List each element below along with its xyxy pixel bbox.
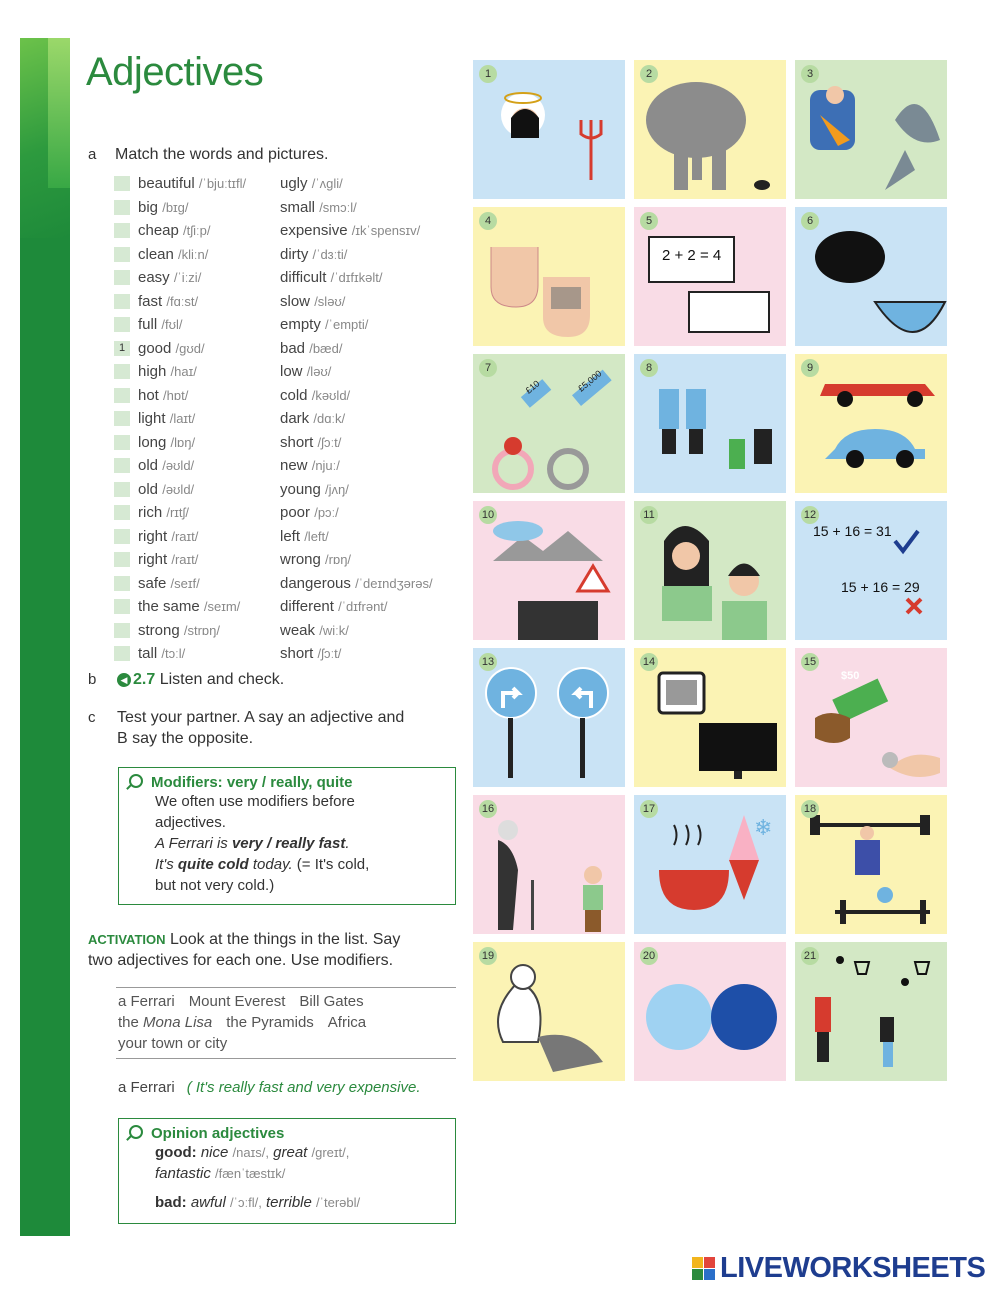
tile-illustration	[795, 648, 947, 787]
word-pair-row	[112, 360, 452, 384]
picture-tile-10	[473, 501, 625, 640]
word-pair-row	[112, 501, 452, 525]
word-pair-row	[112, 478, 452, 502]
opposite-adjective: empty /ˈempti/	[280, 316, 369, 333]
picture-tile-20	[634, 942, 786, 1081]
tile-number: 8	[640, 359, 658, 377]
tile-number: 18	[801, 800, 819, 818]
opposite-adjective: new /njuː/	[280, 457, 340, 474]
modifiers-line2: adjectives.	[155, 814, 226, 831]
tile-illustration	[473, 60, 625, 199]
word-pair-row	[112, 384, 452, 408]
tile-illustration	[634, 207, 786, 346]
picture-tile-9	[795, 354, 947, 493]
tile-number: 19	[479, 947, 497, 965]
picture-tile-1	[473, 60, 625, 199]
picture-tile-17	[634, 795, 786, 934]
picture-tile-16	[473, 795, 625, 934]
tile-number: 1	[479, 65, 497, 83]
thing-item: a Ferrari	[118, 993, 175, 1010]
adjective: old /əʊld/	[138, 480, 195, 498]
modifiers-example1: A Ferrari is very / really fast.	[155, 835, 350, 852]
opposite-adjective: expensive /ɪkˈspensɪv/	[280, 222, 421, 239]
opposite-adjective: ugly /ˈʌgli/	[280, 175, 343, 192]
adjective: strong /strɒŋ/	[138, 621, 220, 639]
tile-illustration	[473, 648, 625, 787]
picture-tile-21	[795, 942, 947, 1081]
tile-number: 10	[479, 506, 497, 524]
answer-box[interactable]	[114, 505, 130, 520]
adjective: tall /tɔːl/	[138, 645, 186, 662]
word-pair-row	[112, 243, 452, 267]
answer-box[interactable]: 1	[114, 341, 130, 356]
things-row3: your town or city	[118, 1035, 228, 1052]
picture-tile-19	[473, 942, 625, 1081]
word-pair-row	[112, 196, 452, 220]
tile-number: 17	[640, 800, 658, 818]
adjective: old /əʊld/	[138, 457, 195, 474]
answer-box[interactable]	[114, 529, 130, 544]
section-a-instruction: Match the words and pictures.	[115, 146, 329, 163]
adjective: long /lɒŋ/	[138, 433, 196, 451]
leaf-decoration-light	[48, 38, 70, 188]
opposite-adjective: weak /wiːk/	[280, 621, 349, 639]
tile-illustration	[634, 795, 786, 934]
adjective: easy /ˈiːzi/	[138, 269, 202, 286]
answer-box[interactable]	[114, 223, 130, 238]
answer-box[interactable]	[114, 247, 130, 262]
section-c-text	[117, 707, 404, 749]
opposite-adjective: low /ləʊ/	[280, 363, 332, 380]
answer-box[interactable]	[114, 576, 130, 591]
adjective: good /gʊd/	[138, 339, 205, 357]
picture-tile-14	[634, 648, 786, 787]
section-b-text: Listen and check.	[159, 671, 285, 688]
activation-label: ACTIVATION	[88, 932, 166, 947]
opposite-adjective: difficult /ˈdɪfɪkəlt/	[280, 269, 383, 286]
example-item: a Ferrari	[118, 1079, 175, 1096]
opposite-adjective: young /jʌŋ/	[280, 480, 349, 498]
tile-number: 15	[801, 653, 819, 671]
track-number: 2.7	[133, 671, 156, 688]
word-pair-row	[112, 266, 452, 290]
opposite-adjective: left /left/	[280, 527, 329, 545]
tile-number: 14	[640, 653, 658, 671]
picture-tile-2	[634, 60, 786, 199]
answer-box[interactable]	[114, 482, 130, 497]
word-pair-row	[112, 219, 452, 243]
word-pair-row	[112, 454, 452, 478]
modifiers-line1: We often use modifiers before	[155, 793, 355, 810]
opposite-adjective: dirty /ˈdɜːti/	[280, 245, 348, 263]
magnifier-icon	[129, 1125, 143, 1139]
modifiers-example2: It's quite cold today. (= It's cold,	[155, 856, 370, 873]
equation-text: 2 + 2 = 4	[662, 247, 722, 264]
tile-illustration	[473, 795, 625, 934]
opposite-adjective: different /ˈdɪfrənt/	[280, 598, 388, 615]
tile-number: 2	[640, 65, 658, 83]
opposite-adjective: poor /pɔː/	[280, 504, 339, 521]
things-row2: the Mona Lisa the Pyramids Africa	[118, 1014, 367, 1031]
answer-box[interactable]	[114, 200, 130, 215]
opposite-adjective: bad /bæd/	[280, 339, 343, 357]
tile-illustration	[634, 60, 786, 199]
answer-box[interactable]	[114, 388, 130, 403]
answer-box[interactable]	[114, 599, 130, 614]
answer-box[interactable]	[114, 176, 130, 191]
example-answer: ( It's really fast and very expensive.	[186, 1079, 421, 1096]
picture-tile-6	[795, 207, 947, 346]
brand-wordmark: LIVEWORKSHEETS	[720, 1252, 986, 1284]
adjective: fast /fɑːst/	[138, 292, 199, 310]
section-c-line2: B say the opposite.	[117, 730, 254, 747]
magnifier-icon	[129, 774, 143, 788]
picture-tile-11	[634, 501, 786, 640]
adjective: cheap /tʃiːp/	[138, 222, 211, 239]
word-pair-row	[112, 290, 452, 314]
word-pair-row	[112, 642, 452, 666]
tile-number: 6	[801, 212, 819, 230]
picture-grid	[473, 60, 948, 1080]
equation-correct: 15 + 16 = 31	[813, 523, 892, 539]
opposite-adjective: dark /dɑːk/	[280, 410, 346, 427]
tile-illustration	[473, 501, 625, 640]
opinion-bad-line: bad: awful /ˈɔːfl/, terrible /ˈterəbl/	[155, 1194, 361, 1211]
answer-box[interactable]	[114, 435, 130, 450]
word-pair-row	[112, 172, 452, 196]
price-tag-expensive: £5,000	[576, 368, 604, 394]
tile-number: 20	[640, 947, 658, 965]
page-title: Adjectives	[86, 50, 264, 94]
adjective: beautiful /ˈbjuːtɪfl/	[138, 175, 247, 192]
tile-number: 3	[801, 65, 819, 83]
adjective: hot /hɒt/	[138, 386, 189, 404]
thing-item: Bill Gates	[299, 993, 364, 1010]
picture-tile-5	[634, 207, 786, 346]
word-pair-row	[112, 548, 452, 572]
section-b-letter: b	[88, 671, 97, 688]
tile-illustration	[795, 501, 947, 640]
opposite-adjective: slow /sləʊ/	[280, 292, 346, 310]
opposite-adjective: small /smɔːl/	[280, 198, 357, 216]
tile-illustration	[795, 354, 947, 493]
modifiers-title: Modifiers: very / really, quite	[129, 774, 445, 791]
green-side-bar	[20, 38, 70, 1236]
section-b-line	[117, 669, 284, 690]
thing-item: Mount Everest	[188, 993, 286, 1010]
word-pair-list	[112, 172, 452, 666]
answer-box[interactable]	[114, 364, 130, 379]
opposite-adjective: cold /kəʊld/	[280, 386, 351, 404]
tile-illustration	[795, 207, 947, 346]
svg-text:❄: ❄	[754, 815, 773, 840]
answer-box[interactable]	[114, 294, 130, 309]
answer-box[interactable]	[114, 270, 130, 285]
answer-box[interactable]	[114, 623, 130, 638]
opinion-box	[118, 1118, 456, 1224]
picture-tile-7	[473, 354, 625, 493]
answer-box[interactable]	[114, 552, 130, 567]
word-pair-row	[112, 525, 452, 549]
adjective: safe /seɪf/	[138, 574, 200, 592]
tile-number: 21	[801, 947, 819, 965]
word-pair-row	[112, 407, 452, 431]
thing-item: the Pyramids	[226, 1014, 314, 1031]
modifiers-line5: but not very cold.)	[155, 877, 275, 894]
tile-illustration	[634, 501, 786, 640]
equation-wrong: 15 + 16 = 29	[841, 579, 920, 595]
divider-top	[116, 987, 456, 988]
divider-bottom	[116, 1058, 456, 1059]
word-pair-row	[112, 619, 452, 643]
adjective: light /laɪt/	[138, 410, 196, 427]
activation-instruction: ACTIVATION Look at the things in the list. Say two adjectives for each one. Use modifiers.	[88, 929, 458, 971]
section-c-letter: c	[88, 709, 96, 726]
tile-illustration	[634, 648, 786, 787]
picture-tile-3	[795, 60, 947, 199]
adjective: rich /rɪtʃ/	[138, 504, 190, 521]
adjective: right /raɪt/	[138, 527, 199, 545]
opposite-adjective: dangerous /ˈdeɪndʒərəs/	[280, 574, 433, 592]
activation-line2: two adjectives for each one. Use modifiers.	[88, 952, 394, 969]
tile-number: 9	[801, 359, 819, 377]
adjective: full /fʊl/	[138, 316, 183, 333]
answer-box[interactable]	[114, 646, 130, 661]
speaker-icon[interactable]: ◀	[117, 673, 131, 687]
picture-tile-8	[634, 354, 786, 493]
word-pair-row	[112, 313, 452, 337]
tile-number: 13	[479, 653, 497, 671]
tile-illustration	[634, 942, 786, 1081]
word-pair-row	[112, 337, 452, 361]
answer-box[interactable]	[114, 411, 130, 426]
things-list	[118, 991, 380, 1054]
picture-tile-4	[473, 207, 625, 346]
tile-number: 5	[640, 212, 658, 230]
tile-number: 16	[479, 800, 497, 818]
opinion-good-line2: fantastic /fænˈtæstɪk/	[155, 1165, 286, 1182]
tile-illustration	[795, 942, 947, 1081]
answer-box[interactable]	[114, 458, 130, 473]
section-a-letter: a	[88, 146, 97, 163]
picture-tile-15	[795, 648, 947, 787]
adjective: right /raɪt/	[138, 551, 199, 568]
money-label: $50	[841, 670, 860, 682]
opposite-adjective: short /ʃɔːt/	[280, 645, 342, 662]
tile-number: 11	[640, 506, 658, 524]
tile-illustration	[795, 795, 947, 934]
tile-number: 12	[801, 506, 819, 524]
word-pair-row	[112, 431, 452, 455]
adjective: clean /kliːn/	[138, 245, 209, 263]
example-line	[118, 1079, 421, 1096]
tile-number: 4	[479, 212, 497, 230]
adjective: high /haɪ/	[138, 363, 197, 380]
picture-tile-12	[795, 501, 947, 640]
things-row1	[118, 991, 380, 1012]
picture-tile-13	[473, 648, 625, 787]
price-tag-cheap: £10	[523, 378, 542, 396]
tile-illustration	[634, 354, 786, 493]
modifiers-box	[118, 767, 456, 905]
liveworksheets-logo	[692, 1257, 716, 1281]
adjective: big /bɪg/	[138, 198, 189, 216]
adjective: the same /seɪm/	[138, 598, 241, 615]
opposite-adjective: short /ʃɔːt/	[280, 433, 342, 451]
tile-illustration	[795, 60, 947, 199]
tile-illustration	[473, 942, 625, 1081]
section-c-line1: Test your partner. A say an adjective and	[117, 709, 405, 726]
word-pair-row	[112, 595, 452, 619]
answer-box[interactable]	[114, 317, 130, 332]
thing-item: Africa	[327, 1014, 367, 1031]
picture-tile-18	[795, 795, 947, 934]
tile-number: 7	[479, 359, 497, 377]
opinion-good-line: good: nice /naɪs/, great /greɪt/,	[155, 1144, 350, 1161]
opinion-title: Opinion adjectives	[129, 1125, 445, 1142]
word-pair-row	[112, 572, 452, 596]
tile-illustration	[473, 207, 625, 346]
opposite-adjective: wrong /rɒŋ/	[280, 551, 352, 568]
